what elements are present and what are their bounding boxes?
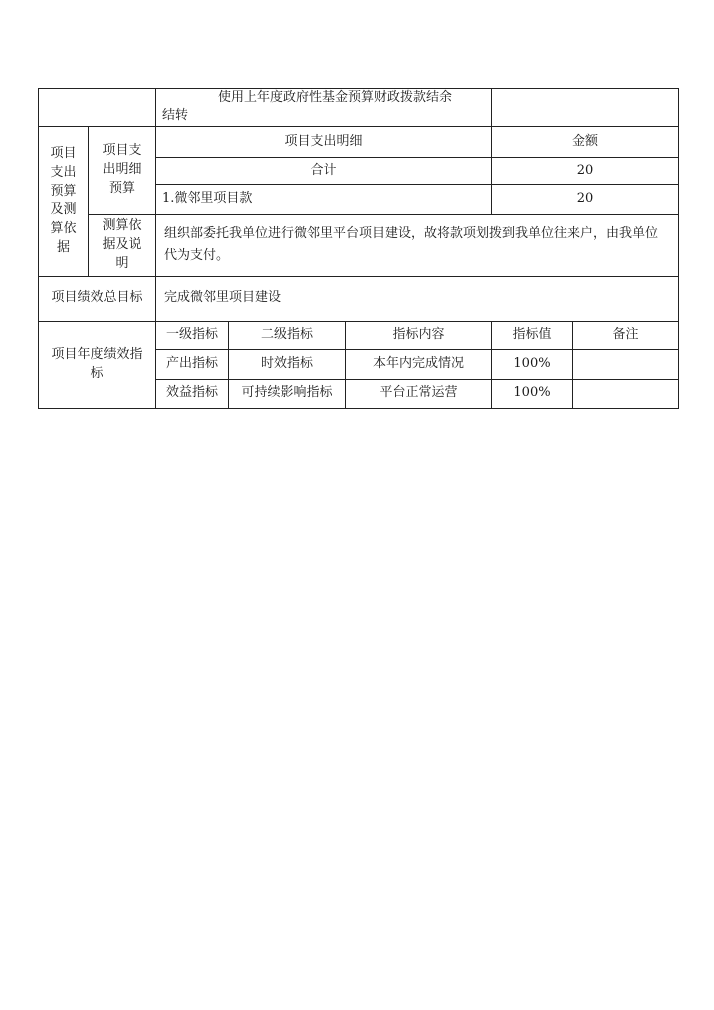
indicator-header-row: [39, 321, 679, 349]
funding-source-cell: [156, 88, 492, 127]
indicator-remark: [573, 349, 679, 379]
item-name: 1.微邻里项目款: [156, 185, 492, 215]
total-amount: 20: [492, 158, 679, 185]
indicator-value: 100%: [492, 349, 573, 379]
overall-goal-text: 完成微邻里项目建设: [156, 276, 679, 321]
indicator-content: 本年内完成情况: [346, 349, 492, 379]
indicator-level2: 时效指标: [229, 349, 346, 379]
blank-cell: [39, 88, 156, 127]
basis-text: 组织部委托我单位进行微邻里平台项目建设，故将款项划拨到我单位往来户，由我单位代为支付。: [156, 215, 679, 277]
blank-cell: [492, 88, 679, 127]
indicator-level1: 效益指标: [156, 379, 229, 408]
detail-header-row: [39, 127, 679, 158]
header-remark: 备注: [573, 321, 679, 349]
project-budget-table: [38, 87, 679, 409]
overall-goal-label: 项目绩效总目标: [39, 276, 156, 321]
section-label: 项目支出预算及测算依据: [39, 127, 89, 277]
amount-header: 金额: [492, 127, 679, 158]
indicator-level1: 产出指标: [156, 349, 229, 379]
header-level2: 二级指标: [229, 321, 346, 349]
indicator-remark: [573, 379, 679, 408]
basis-row: [39, 215, 679, 277]
funding-source-row: [39, 88, 679, 127]
item-amount: 20: [492, 185, 679, 215]
header-level1: 一级指标: [156, 321, 229, 349]
indicator-level2: 可持续影响指标: [229, 379, 346, 408]
indicator-value: 100%: [492, 379, 573, 408]
indicator-content: 平台正常运营: [346, 379, 492, 408]
annual-indicator-label: 项目年度绩效指标: [39, 321, 156, 408]
header-content: 指标内容: [346, 321, 492, 349]
detail-header: 项目支出明细: [156, 127, 492, 158]
budget-detail-label: 项目支出明细预算: [89, 127, 156, 215]
header-value: 指标值: [492, 321, 573, 349]
overall-goal-row: [39, 276, 679, 321]
total-label: 合计: [156, 158, 492, 185]
funding-source-text: 使用上年度政府性基金预算财政拨款结余结转: [162, 89, 453, 124]
basis-label: 测算依据及说明: [89, 215, 156, 277]
